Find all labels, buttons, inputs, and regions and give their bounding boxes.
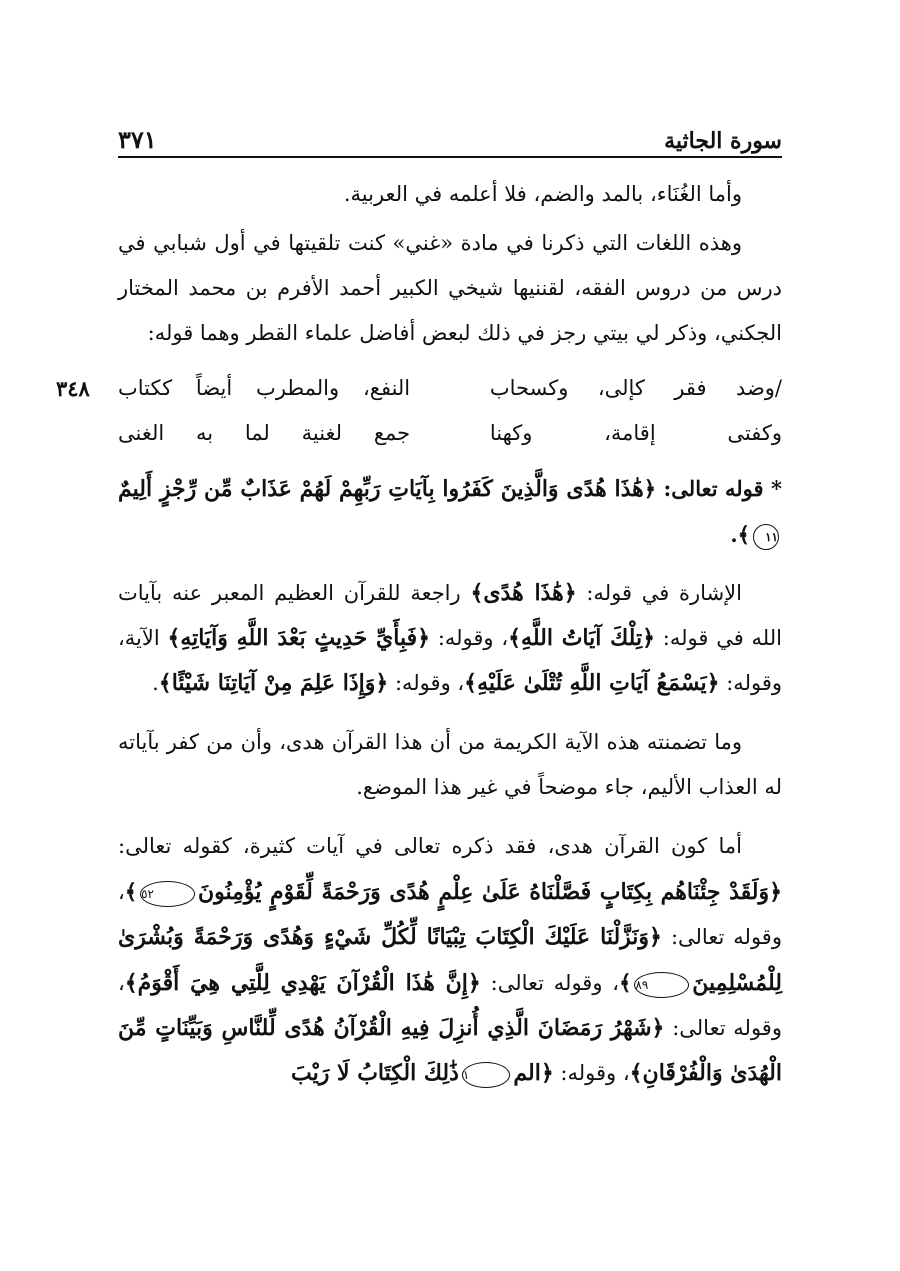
text-run: ، وقوله: <box>560 1061 630 1085</box>
poem-hemistich: وكفتى إقامة، وكهنا <box>489 421 782 445</box>
page-header <box>118 110 782 154</box>
heading-label: قوله تعالى: <box>663 476 764 501</box>
quran-bracket-close: ﴾. <box>730 522 750 547</box>
quran-quote: ﴿وَلَقَدْ جِئْنَاهُم بِكِتَابٍ فَصَّلْنَاهُ عَلَىٰ عِلْمٍ هُدًى وَرَحْمَةً لِّقَوْمٍ يُؤْمِنُونَ <box>197 879 782 905</box>
ayah-number-marker: ١١ <box>753 524 779 550</box>
ayah-number-marker: ٨٩ <box>634 972 689 998</box>
paragraph-ishara <box>118 571 782 706</box>
poem-hemistich: النفع، والمطرب أيضاً ككتاب <box>118 376 411 400</box>
text-run: ، وقوله تعالى: <box>490 971 620 995</box>
quran-quote: ﴿هَٰذَا هُدًى﴾ <box>470 580 577 606</box>
poem-line-2 <box>118 411 782 456</box>
text-run: أما كون القرآن هدى، فقد ذكره تعالى في آيات كثيرة، كقوله تعالى: <box>118 834 742 858</box>
paragraph-ghunaa: وأما الغُنَاء، بالمد والضم، فلا أعلمه في العربية. <box>343 182 742 206</box>
quran-quote: ﴿تِلْكَ آيَاتُ اللَّهِ﴾ <box>508 625 655 651</box>
header-rule <box>118 156 782 158</box>
text-run: . <box>152 671 159 695</box>
page-number: ٣٧١ <box>118 125 157 154</box>
quran-verse: هَٰذَا هُدًى وَالَّذِينَ كَفَرُوا بِآيَاتِ رَبِّهِمْ لَهُمْ عَذَابٌ مِّن رِّجْزٍ أَلِيمٌ <box>118 476 644 502</box>
verse-heading <box>118 466 782 557</box>
surah-title: سورة الجاثية <box>664 128 782 154</box>
quran-bracket-close: ﴾ <box>619 970 632 995</box>
poem-hemistich: جمع لغنية لما به الغنى <box>118 421 411 445</box>
text-run: ، وقوله: <box>437 626 509 650</box>
text-run: ، وقوله تعالى: <box>118 971 782 1040</box>
text-run: الآية، وقوله: <box>118 626 782 695</box>
quran-quote: ﴿الم <box>513 1060 554 1086</box>
text-run: ، وقوله: <box>394 671 465 695</box>
quran-quote: ﴿فَبِأَيِّ حَدِيثٍ بَعْدَ اللَّهِ وَآيَاتِهِ﴾ <box>167 625 431 651</box>
paragraph-huda <box>118 824 782 1096</box>
quran-quote: ﴿وَنَزَّلْنَا عَلَيْكَ الْكِتَابَ تِبْيَانًا لِّكُلِّ شَيْءٍ وَهُدًى وَرَحْمَةً وَبُشْرَىٰ لِلْمُسْلِمِينَ <box>118 924 782 996</box>
margin-page-number: ٣٤٨ <box>56 376 90 401</box>
text-run: ، وقوله تعالى: <box>118 880 782 949</box>
quran-quote: ﴿شَهْرُ رَمَضَانَ الَّذِي أُنزِلَ فِيهِ الْقُرْآنُ هُدًى لِّلنَّاسِ وَبَيِّنَاتٍ مِّنَ الْهُدَىٰ وَالْفُرْقَانِ﴾ <box>118 1015 782 1086</box>
quran-quote: ﴿إِنَّ هَٰذَا الْقُرْآنَ يَهْدِي لِلَّتِي هِيَ أَقْوَمُ﴾ <box>124 970 481 996</box>
ayah-number-marker: ١ <box>462 1062 510 1088</box>
quran-quote: ﴿يَسْمَعُ آيَاتِ اللَّهِ تُتْلَىٰ عَلَيْهِ﴾ <box>464 670 720 696</box>
poem-line-1 <box>118 366 782 411</box>
page-body <box>56 172 783 1096</box>
ayah-number-marker: ٥٢ <box>140 881 195 907</box>
rajaz-poem <box>56 366 782 456</box>
paragraph-lughat: وهذه اللغات التي ذكرنا في مادة «غني» كنت تلقيتها في أول شبابي في درس من دروس الفقه، لقننيها شيخي الكبير أحمد الأفرم بن محمد المختار الجكني، وذكر لي بيتي رجز في ذلك لبعض أفاضل علماء القطر وهما قوله: <box>118 231 782 345</box>
poem-hemistich: /وضد فقر كإلى، وكسحاب <box>489 376 782 400</box>
text-run: راجعة للقرآن العظيم المعبر عنه بآيات الله في قوله: <box>118 581 782 650</box>
star-marker: * <box>771 476 783 501</box>
quran-bracket-close: ﴾ <box>124 879 138 904</box>
text-run: الإشارة في قوله: <box>586 581 742 605</box>
paragraph-tadammunat: وما تضمنته هذه الآية الكريمة من أن هذا القرآن هدى، وأن من كفر بآياته له العذاب الأليم، جاء موضحاً في غير هذا الموضع. <box>118 730 782 799</box>
quran-quote: ذَٰلِكَ الْكِتَابُ لَا رَيْبَ <box>290 1060 459 1086</box>
quran-bracket-open: ﴿ <box>643 476 657 501</box>
quran-quote: ﴿وَإِذَا عَلِمَ مِنْ آيَاتِنَا شَيْئًا﴾ <box>158 670 389 696</box>
